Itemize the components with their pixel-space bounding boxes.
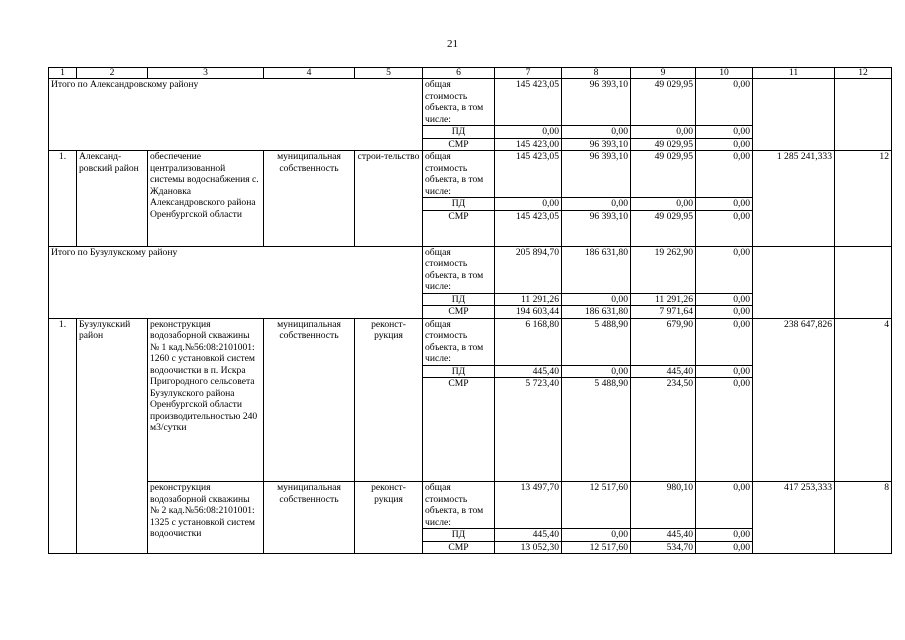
value-cell: 0,00 [696, 378, 753, 482]
column-numbers-row [49, 68, 892, 79]
value-cell: 0,00 [696, 126, 753, 139]
value-cell: 0,00 [495, 126, 562, 139]
value-cell: 13 497,70 [495, 482, 562, 529]
value-cell: 0,00 [696, 293, 753, 306]
district-total-row [49, 79, 892, 126]
value-cell: 13 052,30 [495, 541, 562, 554]
value-cell: 0,00 [696, 365, 753, 378]
value-cell: 234,50 [631, 378, 696, 482]
value-cell: 145 423,05 [495, 79, 562, 126]
pd-label: ПД [423, 529, 495, 542]
value-cell: 145 423,05 [495, 210, 562, 246]
column-number: 6 [423, 68, 495, 79]
pd-label: ПД [423, 365, 495, 378]
value-cell: 49 029,95 [631, 79, 696, 126]
empty-cell [753, 79, 835, 151]
value-cell: 186 631,80 [562, 246, 631, 293]
value-cell: 205 894,70 [495, 246, 562, 293]
value-cell: 5 723,40 [495, 378, 562, 482]
value-cell: 145 423,00 [495, 138, 562, 151]
district-total-label: Итого по Бузулукскому району [49, 246, 423, 318]
value-cell: 49 029,95 [631, 151, 696, 198]
value-cell: 445,40 [495, 365, 562, 378]
value-cell: 0,00 [696, 246, 753, 293]
value-cell: 11 291,26 [631, 293, 696, 306]
value-cell: 445,40 [495, 529, 562, 542]
value-cell: 0,00 [696, 198, 753, 211]
smr-label: СМР [423, 138, 495, 151]
general-cost-label: общая стоимость объекта, в том числе: [423, 318, 495, 365]
empty-cell [753, 246, 835, 318]
row-number: 1. [49, 318, 77, 554]
value-cell: 445,40 [631, 529, 696, 542]
value-cell: 534,70 [631, 541, 696, 554]
general-cost-label: общая стоимость объекта, в том числе: [423, 246, 495, 293]
value-cell: 0,00 [631, 126, 696, 139]
value-cell: 7 971,64 [631, 306, 696, 319]
work-type: строи-тельство [355, 151, 423, 247]
column-number: 9 [631, 68, 696, 79]
ownership: муниципальная собственность [264, 482, 355, 554]
object-row [49, 482, 892, 529]
capacity-cell: 238 647,826 [753, 318, 835, 482]
capacity-cell: 417 253,333 [753, 482, 835, 554]
object-name: реконструкция водозаборной скважины № 1 кад.№56:08:2101001: 1260 с установкой систем водоочистки в п. Искра Пригородного сельсовета Бузулукского района Оренбургской области производительностью 240 м3/сутки [148, 318, 264, 482]
object-row [49, 151, 892, 198]
value-cell: 49 029,95 [631, 210, 696, 246]
value-cell: 0,00 [696, 210, 753, 246]
column-number: 8 [562, 68, 631, 79]
column-number: 2 [77, 68, 148, 79]
district-name: Александ-ровский район [77, 151, 148, 247]
general-cost-label: общая стоимость объекта, в том числе: [423, 482, 495, 529]
value-cell: 0,00 [562, 126, 631, 139]
value-cell: 0,00 [562, 365, 631, 378]
capacity-cell: 1 285 241,333 [753, 151, 835, 247]
column-number: 1 [49, 68, 77, 79]
pd-label: ПД [423, 293, 495, 306]
value-cell: 96 393,10 [562, 138, 631, 151]
pd-label: ПД [423, 126, 495, 139]
count-cell: 12 [835, 151, 892, 247]
value-cell: 186 631,80 [562, 306, 631, 319]
value-cell: 445,40 [631, 365, 696, 378]
district-total-label: Итого по Александровскому району [49, 79, 423, 151]
count-cell: 4 [835, 318, 892, 482]
value-cell: 0,00 [696, 318, 753, 365]
district-total-row [49, 246, 892, 293]
ownership: муниципальная собственность [264, 318, 355, 482]
value-cell: 0,00 [562, 293, 631, 306]
value-cell: 6 168,80 [495, 318, 562, 365]
object-name: обеспечение централизованной системы водоснабжения с. Ждановка Александровского района Оренбургской области [148, 151, 264, 247]
empty-cell [835, 79, 892, 151]
column-number: 5 [355, 68, 423, 79]
pd-label: ПД [423, 198, 495, 211]
value-cell: 0,00 [696, 306, 753, 319]
column-number: 7 [495, 68, 562, 79]
value-cell: 145 423,05 [495, 151, 562, 198]
value-cell: 12 517,60 [562, 541, 631, 554]
column-number: 10 [696, 68, 753, 79]
work-type: реконст-рукция [355, 482, 423, 554]
value-cell: 19 262,90 [631, 246, 696, 293]
page-number: 21 [447, 38, 458, 50]
value-cell: 0,00 [631, 198, 696, 211]
smr-label: СМР [423, 210, 495, 246]
value-cell: 194 603,44 [495, 306, 562, 319]
value-cell: 11 291,26 [495, 293, 562, 306]
value-cell: 0,00 [696, 482, 753, 529]
column-number: 11 [753, 68, 835, 79]
work-type: реконст-рукция [355, 318, 423, 482]
value-cell: 96 393,10 [562, 79, 631, 126]
value-cell: 679,90 [631, 318, 696, 365]
value-cell: 980,10 [631, 482, 696, 529]
investment-table [48, 67, 892, 554]
district-name: Бузулукский район [77, 318, 148, 554]
column-number: 12 [835, 68, 892, 79]
value-cell: 49 029,95 [631, 138, 696, 151]
general-cost-label: общая стоимость объекта, в том числе: [423, 151, 495, 198]
value-cell: 5 488,90 [562, 378, 631, 482]
value-cell: 0,00 [562, 198, 631, 211]
column-number: 3 [148, 68, 264, 79]
value-cell: 96 393,10 [562, 151, 631, 198]
object-name: реконструкция водозаборной скважины № 2 кад.№56:08:2101001: 1325 с установкой систем водоочистки [148, 482, 264, 554]
value-cell: 0,00 [696, 79, 753, 126]
column-number: 4 [264, 68, 355, 79]
value-cell: 0,00 [495, 198, 562, 211]
smr-label: СМР [423, 541, 495, 554]
value-cell: 0,00 [696, 138, 753, 151]
value-cell: 0,00 [696, 529, 753, 542]
value-cell: 0,00 [696, 541, 753, 554]
value-cell: 0,00 [562, 529, 631, 542]
count-cell: 8 [835, 482, 892, 554]
value-cell: 96 393,10 [562, 210, 631, 246]
value-cell: 5 488,90 [562, 318, 631, 365]
smr-label: СМР [423, 378, 495, 482]
general-cost-label: общая стоимость объекта, в том числе: [423, 79, 495, 126]
empty-cell [835, 246, 892, 318]
value-cell: 0,00 [696, 151, 753, 198]
value-cell: 12 517,60 [562, 482, 631, 529]
smr-label: СМР [423, 306, 495, 319]
row-number: 1. [49, 151, 77, 247]
ownership: муниципальная собственность [264, 151, 355, 247]
object-row [49, 318, 892, 365]
